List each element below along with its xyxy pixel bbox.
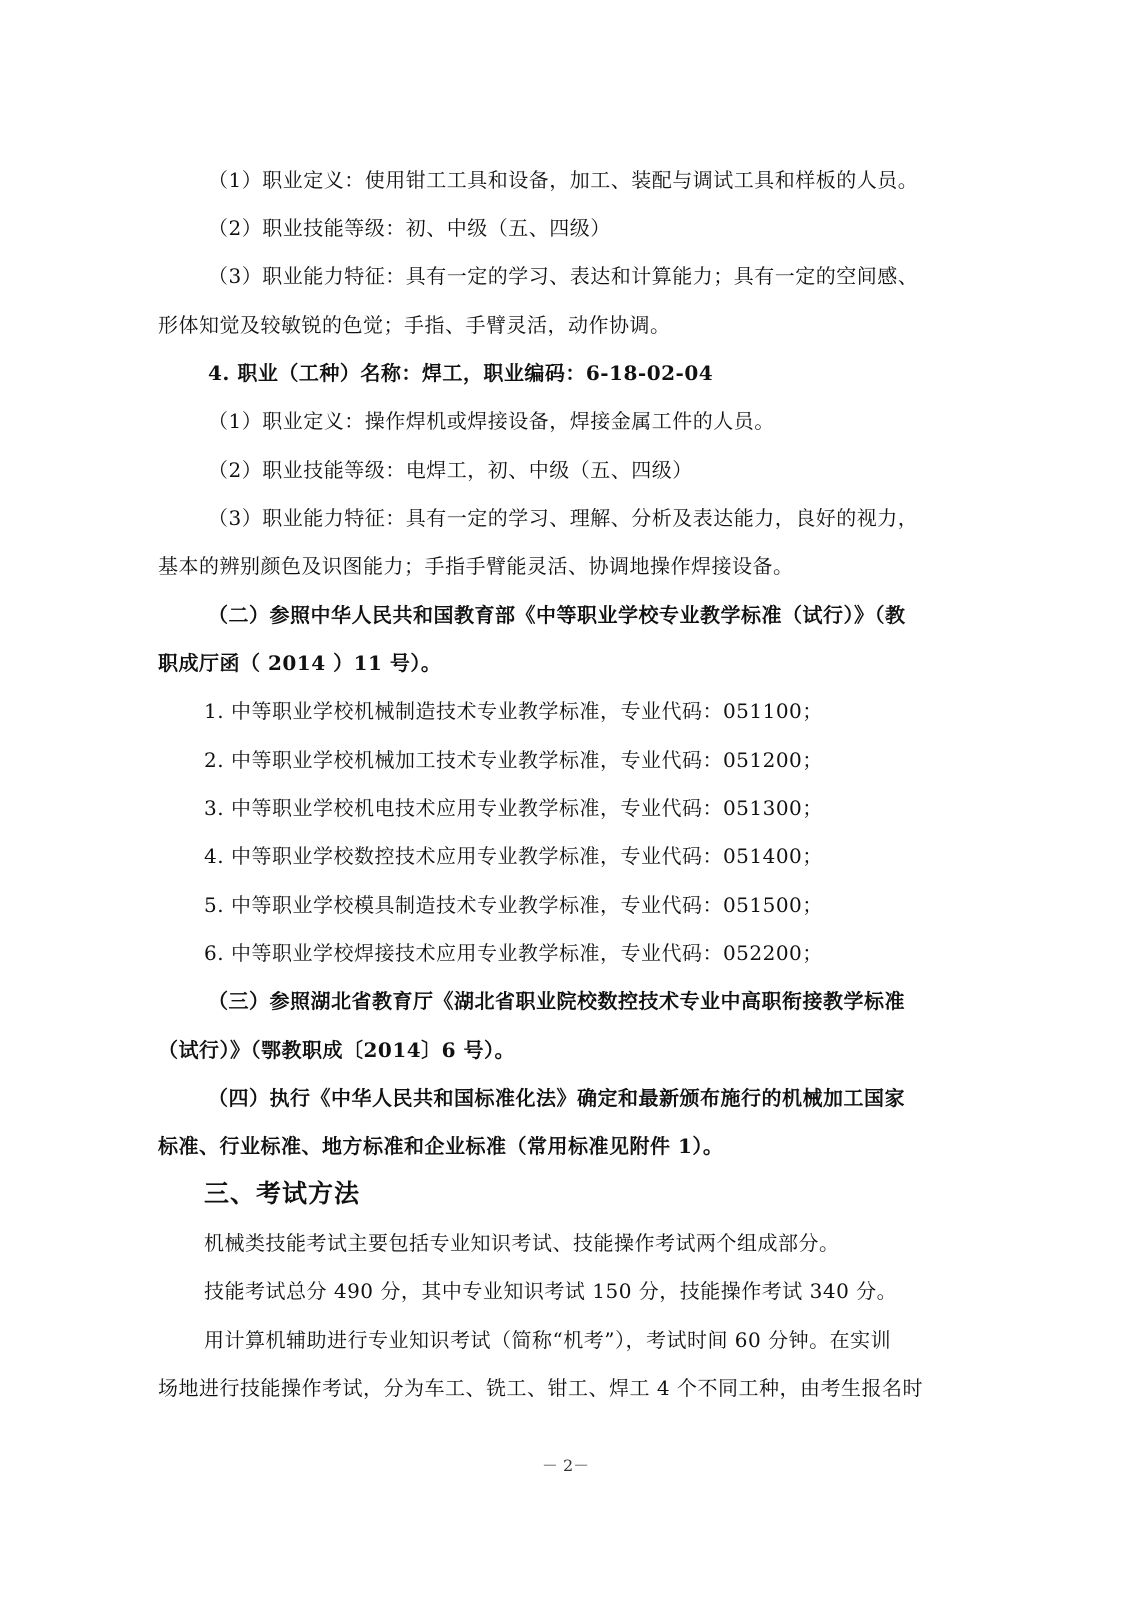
occupation-heading-welder: 4. 职业（工种）名称：焊工，职业编码：6-18-02-04 bbox=[208, 361, 714, 385]
standard-item-3: 3. 中等职业学校机电技术应用专业教学标准，专业代码：051300； bbox=[204, 796, 823, 820]
exam-paragraph-3-line1: 用计算机辅助进行专业知识考试（简称“机考”），考试时间 60 分钟。在实训 bbox=[204, 1328, 892, 1352]
section-four-heading-line1: （四）执行《中华人民共和国标准化法》确定和最新颁布施行的机械加工国家 bbox=[208, 1086, 905, 1110]
standard-item-2: 2. 中等职业学校机械加工技术专业教学标准，专业代码：051200； bbox=[204, 748, 823, 772]
exam-paragraph-2: 技能考试总分 490 分，其中专业知识考试 150 分，技能操作考试 340 分。 bbox=[204, 1279, 898, 1303]
section-four-heading-line2: 标准、行业标准、地方标准和企业标准（常用标准见附件 1）。 bbox=[158, 1134, 724, 1158]
page-number: － 2－ bbox=[541, 1456, 590, 1475]
clause-skill-level-welder: （2）职业技能等级：电焊工，初、中级（五、四级） bbox=[208, 458, 693, 482]
clause-skill-level-fitter: （2）职业技能等级：初、中级（五、四级） bbox=[208, 216, 611, 240]
section-two-heading-line1: （二）参照中华人民共和国教育部《中等职业学校专业教学标准（试行）》（教 bbox=[208, 603, 906, 627]
section-two-heading-line2: 职成厅函（ 2014 ）11 号）。 bbox=[158, 651, 442, 675]
section-three-heading-line2: （试行）》（鄂教职成〔2014〕6 号）。 bbox=[158, 1038, 516, 1062]
clause-ability-welder-line1: （3）职业能力特征：具有一定的学习、理解、分析及表达能力，良好的视力， bbox=[208, 506, 919, 530]
standard-item-6: 6. 中等职业学校焊接技术应用专业教学标准，专业代码：052200； bbox=[204, 941, 823, 965]
exam-paragraph-1: 机械类技能考试主要包括专业知识考试、技能操作考试两个组成部分。 bbox=[204, 1231, 840, 1255]
clause-ability-welder-line2: 基本的辨别颜色及识图能力；手指手臂能灵活、协调地操作焊接设备。 bbox=[158, 554, 794, 578]
exam-paragraph-3-line2: 场地进行技能操作考试，分为车工、铣工、钳工、焊工 4 个不同工种，由考生报名时 bbox=[158, 1376, 923, 1400]
standard-item-1: 1. 中等职业学校机械制造技术专业教学标准，专业代码：051100； bbox=[204, 699, 823, 723]
clause-ability-fitter-line1: （3）职业能力特征：具有一定的学习、表达和计算能力；具有一定的空间感、 bbox=[208, 264, 919, 288]
standard-item-5: 5. 中等职业学校模具制造技术专业教学标准，专业代码：051500； bbox=[204, 893, 823, 917]
section-three-heading-line1: （三）参照湖北省教育厅《湖北省职业院校数控技术专业中高职衔接教学标准 bbox=[208, 989, 905, 1013]
clause-ability-fitter-line2: 形体知觉及较敏锐的色觉；手指、手臂灵活，动作协调。 bbox=[158, 313, 671, 337]
chapter-heading-exam-method: 三、考试方法 bbox=[204, 1179, 361, 1208]
clause-definition-fitter: （1）职业定义：使用钳工工具和设备，加工、装配与调试工具和样板的人员。 bbox=[208, 168, 919, 192]
clause-definition-welder: （1）职业定义：操作焊机或焊接设备，焊接金属工件的人员。 bbox=[208, 409, 775, 433]
standard-item-4: 4. 中等职业学校数控技术应用专业教学标准，专业代码：051400； bbox=[204, 844, 823, 868]
